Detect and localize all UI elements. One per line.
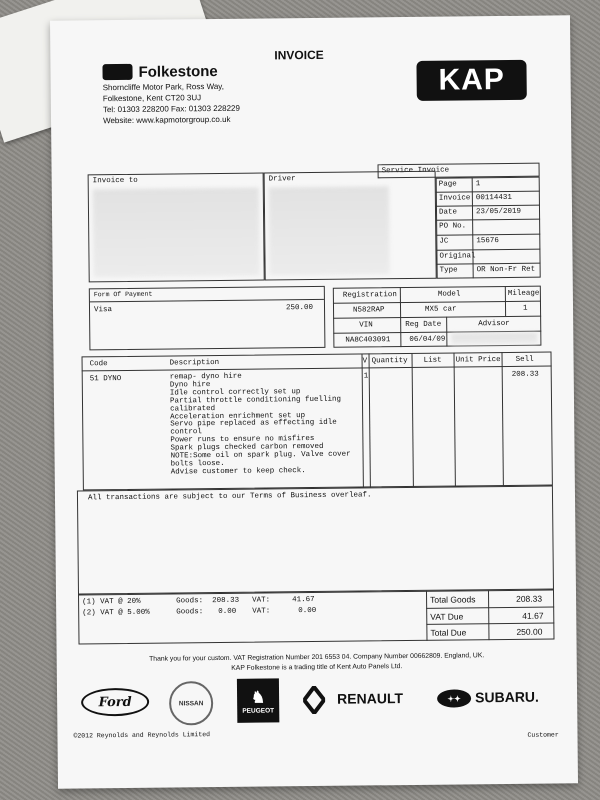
vat2-label: (2) VAT @ 5.00% xyxy=(82,608,150,618)
vat1-goods-label: Goods: xyxy=(176,597,204,606)
subaru-text: SUBARU. xyxy=(475,688,539,706)
item-line: bolts loose. xyxy=(170,459,225,469)
vat2-goods-label: Goods: xyxy=(176,608,204,617)
regdate-label: Reg Date xyxy=(405,320,442,330)
item-line: Advise customer to keep check. xyxy=(170,466,306,477)
header-unit-price: Unit Price xyxy=(455,356,501,365)
address-line-1: Shorncliffe Motor Park, Ross Way, xyxy=(102,81,224,93)
copyright: ©2012 Reynolds and Reynolds Limited xyxy=(73,731,211,740)
ford-logo xyxy=(81,688,149,717)
item-line: remap- dyno hire xyxy=(169,372,242,382)
peugeot-text: PEUGEOT xyxy=(242,706,275,715)
total-due-value: 250.00 xyxy=(516,626,543,637)
kap-mini-logo xyxy=(102,64,132,80)
meta-label-page: Page xyxy=(438,180,457,189)
meta-label-original: Original xyxy=(439,252,476,261)
meta-label-po: PO No. xyxy=(439,222,467,231)
registration-label: Registration xyxy=(342,291,397,300)
vat-box xyxy=(78,589,554,644)
invoice-to-box xyxy=(88,173,265,283)
meta-value-type: OR Non-Fr Ret xyxy=(476,265,536,275)
company-name: Folkestone xyxy=(138,62,218,81)
advisor-label: Advisor xyxy=(478,319,510,329)
driver-label: Driver xyxy=(268,175,296,184)
vat2-goods: 0.00 xyxy=(218,607,237,617)
regdate-value: 06/04/09 xyxy=(409,335,446,344)
payment-label: Form Of Payment xyxy=(93,290,153,299)
payment-divider xyxy=(90,299,324,302)
terms-box xyxy=(77,486,554,595)
item-line: Spark plugs checked carbon removed xyxy=(170,443,324,453)
redacted-driver xyxy=(269,186,390,275)
nissan-logo xyxy=(169,681,213,725)
header-quantity: Quantity xyxy=(371,357,408,366)
peugeot-logo xyxy=(237,678,279,722)
mileage-value: 1 xyxy=(522,304,528,313)
mileage-label: Mileage xyxy=(507,289,540,298)
meta-label-invoice: Invoice xyxy=(438,194,471,203)
vin-label: VIN xyxy=(359,321,373,330)
item-line: NOTE:Some oil on spark plug. Valve cover xyxy=(170,450,351,461)
vin-value: NA8C403091 xyxy=(345,336,391,345)
copy-type: Customer xyxy=(527,731,559,739)
total-goods-value: 208.33 xyxy=(516,593,543,604)
lion-icon: ♞ xyxy=(250,689,266,707)
website: Website: www.kapmotorgroup.co.uk xyxy=(102,114,231,126)
renault-text: RENAULT xyxy=(337,690,404,707)
vat1-label: (1) VAT @ 20% xyxy=(82,597,141,607)
meta-value-date: 23/05/2019 xyxy=(475,207,522,217)
total-due-label: Total Due xyxy=(430,627,467,638)
vat-due-label: VAT Due xyxy=(430,611,464,622)
item-description xyxy=(170,373,351,478)
registration-value: N582RAP xyxy=(353,306,385,315)
address-line-2: Folkestone, Kent CT20 3UJ xyxy=(102,93,202,104)
meta-label-date: Date xyxy=(438,208,458,217)
redacted-customer xyxy=(93,188,260,278)
invoice-sheet xyxy=(50,15,578,788)
vat2-vat-label: VAT: xyxy=(252,607,271,616)
item-line: Partial throttle conditioning fuelling xyxy=(169,395,342,406)
header-list: List xyxy=(423,356,442,365)
ford-text: Ford xyxy=(98,694,132,710)
item-code: 51 DYNO xyxy=(89,375,122,384)
vat-due-value: 41.67 xyxy=(522,610,544,621)
item-line: Power runs to ensure no misfires xyxy=(170,435,315,445)
meta-value-page: 1 xyxy=(475,180,481,189)
footer-line-2: KAP Folkestone is a trading title of Kent Auto Panels Ltd. xyxy=(231,663,403,672)
header-sell: Sell xyxy=(515,355,534,364)
redacted-advisor xyxy=(451,333,537,345)
meta-label-jc: JC xyxy=(439,237,449,246)
invoice-to-label: Invoice to xyxy=(92,176,138,186)
stars-glyph: ✦✦ xyxy=(447,693,461,704)
item-line: calibrated xyxy=(170,404,216,414)
nissan-text: NISSAN xyxy=(178,699,204,707)
item-v: 1 xyxy=(363,372,369,381)
header-v: V xyxy=(362,357,368,366)
payment-amount: 250.00 xyxy=(285,304,314,313)
header-code: Code xyxy=(89,360,108,369)
kap-logo: KAP xyxy=(416,60,526,101)
renault-diamond-icon xyxy=(303,686,325,714)
vat1-vat-label: VAT: xyxy=(252,596,271,605)
invoice-title: INVOICE xyxy=(274,47,324,63)
meta-value-invoice: 00114431 xyxy=(475,193,512,203)
footer-line-1: Thank you for your custom. VAT Registration Number 201 6553 04. Company Number 00662809. England, UK. xyxy=(149,652,485,663)
item-line: Idle control correctly set up xyxy=(169,387,301,398)
driver-box xyxy=(264,171,437,281)
meta-label-type: Type xyxy=(439,266,458,275)
terms-text: All transactions are subject to our Terms of Business overleaf. xyxy=(87,491,372,503)
payment-method: Visa xyxy=(93,306,113,315)
subaru-stars-icon xyxy=(437,689,471,707)
telephone: Tel: 01303 228200 Fax: 01303 228229 xyxy=(102,103,240,115)
header-description: Description xyxy=(169,358,220,368)
item-line: Acceleration enrichment set up xyxy=(170,411,306,422)
total-goods-label: Total Goods xyxy=(430,594,476,605)
meta-value-jc: 15676 xyxy=(476,237,499,246)
item-sell: 208.33 xyxy=(511,370,539,379)
vat1-goods: 208.33 xyxy=(212,596,240,606)
item-line: control xyxy=(170,428,202,437)
vat1-vat: 41.67 xyxy=(292,596,315,605)
service-invoice-label: Service Invoice xyxy=(381,166,450,176)
item-line: Servo pipe replaced as effecting idle xyxy=(170,419,337,429)
model-value: MX5 car xyxy=(424,305,457,314)
vat2-vat: 0.00 xyxy=(298,606,317,616)
model-label: Model xyxy=(437,290,461,299)
payment-box xyxy=(89,286,326,350)
item-line: Dyno hire xyxy=(169,380,211,390)
